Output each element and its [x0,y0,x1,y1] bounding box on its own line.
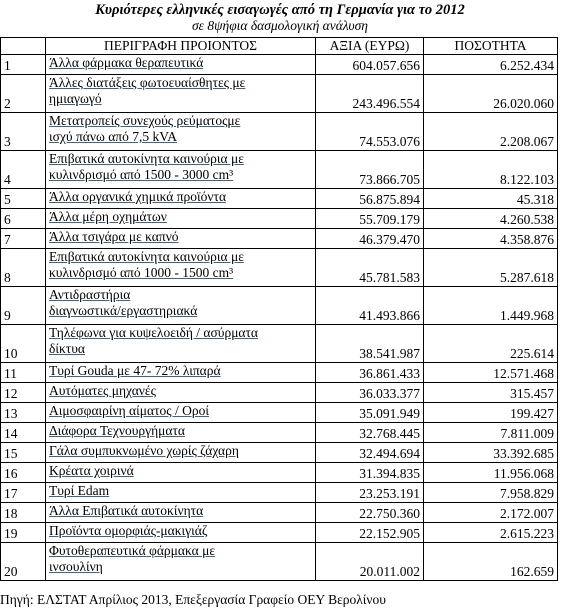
row-quantity: 2.615.223 [424,523,558,543]
table-title: Κυριότερες ελληνικές εισαγωγές από τη Γερμανία για το 2012 [95,2,465,18]
table-row [1,543,558,581]
description-line: ημιαγωγό [49,91,102,106]
table-row [1,189,558,209]
description-line: Προϊόντα ομορφιάς-μακιγιάζ [49,523,208,538]
description-line: Άλλες διατάξεις φωτοευαίσθητες με [49,75,246,90]
row-quantity: 1.449.968 [424,287,558,325]
description-line: Τυρί Edam [49,483,110,498]
description-line: Άλλα οργανικά χημικά προϊόντα [49,189,227,204]
row-value: 36.861.433 [316,363,424,383]
row-value: 23.253.191 [316,483,424,503]
table-row [1,209,558,229]
row-index: 10 [1,325,46,363]
row-index: 3 [1,113,46,151]
row-quantity: 162.659 [424,543,558,581]
row-quantity: 26.020.060 [424,75,558,113]
table-row [1,287,558,325]
row-value: 32.768.445 [316,423,424,443]
row-description [46,55,316,75]
row-value: 56.875.894 [316,189,424,209]
description-line: δίκτυα [49,341,85,356]
row-quantity: 33.392.685 [424,443,558,463]
row-description [46,209,316,229]
description-line: Άλλα Επιβατικά αυτοκίνητα [49,503,204,518]
row-quantity: 7.958.829 [424,483,558,503]
description-line: Τηλέφωνα για κυψελοειδή / ασύρματα [49,325,258,340]
row-description [46,287,316,325]
description-line: Άλλα φάρμακα θεραπευτικά [49,55,204,70]
row-value: 46.379.470 [316,229,424,249]
table-row [1,325,558,363]
row-index: 16 [1,463,46,483]
row-description [46,403,316,423]
row-value: 45.781.583 [316,249,424,287]
table-header-row [1,38,558,55]
row-description [46,189,316,209]
row-index: 8 [1,249,46,287]
row-value: 22.750.360 [316,503,424,523]
table-row [1,523,558,543]
row-description [46,543,316,581]
description-line: Άλλα μέρη οχημάτων [49,209,167,224]
row-value: 20.011.002 [316,543,424,581]
description-line: Επιβατικά αυτοκίνητα καινούρια με [49,249,244,264]
table-row [1,151,558,189]
row-quantity: 6.252.434 [424,55,558,75]
row-value: 74.553.076 [316,113,424,151]
header-description: ΠΕΡΙΓΡΑΦΗ ΠΡΟΙΟΝΤΟΣ [46,38,316,55]
description-line: Φυτοθεραπευτικά φάρμακα με [49,543,215,558]
table-row [1,75,558,113]
description-line: Άλλα τσιγάρα με καπνό [49,229,179,244]
row-value: 55.709.179 [316,209,424,229]
row-value: 35.091.949 [316,403,424,423]
table-row [1,229,558,249]
row-index: 18 [1,503,46,523]
description-line: κυλινδρισμό από 1500 - 3000 cm³ [49,167,234,182]
row-quantity: 4.260.538 [424,209,558,229]
row-description [46,463,316,483]
row-value: 73.866.705 [316,151,424,189]
row-value: 36.033.377 [316,383,424,403]
description-line: Τυρί Gouda με 47- 72% λιπαρά [49,363,221,378]
table-row [1,483,558,503]
table-row [1,463,558,483]
description-line: ινσουλίνη [49,559,103,574]
row-quantity: 315.457 [424,383,558,403]
row-index: 4 [1,151,46,189]
row-value: 22.152.905 [316,523,424,543]
table-row [1,423,558,443]
row-quantity: 45.318 [424,189,558,209]
table-row [1,363,558,383]
row-description [46,383,316,403]
row-index: 13 [1,403,46,423]
row-index: 5 [1,189,46,209]
row-description [46,363,316,383]
description-line: Διάφορα Τεχνουργήματα [49,423,185,438]
row-index: 15 [1,443,46,463]
row-value: 31.394.835 [316,463,424,483]
header-quantity: ΠΟΣΟΤΗΤΑ [424,38,558,55]
row-quantity: 5.287.618 [424,249,558,287]
row-description [46,75,316,113]
row-index: 1 [1,55,46,75]
row-description [46,325,316,363]
table-row [1,113,558,151]
row-description [46,113,316,151]
table-row [1,403,558,423]
description-line: ισχύ πάνω από 7,5 kVA [49,129,177,144]
row-quantity: 199.427 [424,403,558,423]
row-index: 9 [1,287,46,325]
row-index: 12 [1,383,46,403]
description-line: Κρέατα χοιρινά [49,463,134,478]
header-value: ΑΞΙΑ (ΕΥΡΩ) [316,38,424,55]
row-value: 38.541.987 [316,325,424,363]
row-value: 41.493.866 [316,287,424,325]
row-description [46,423,316,443]
row-index: 2 [1,75,46,113]
imports-table [0,37,558,581]
row-quantity: 2.208.067 [424,113,558,151]
row-quantity: 2.172.007 [424,503,558,523]
row-quantity: 8.122.103 [424,151,558,189]
row-quantity: 11.956.068 [424,463,558,483]
row-description [46,151,316,189]
description-line: διαγνωστικά/εργαστηριακά [49,303,198,318]
description-line: Μετατροπείς συνεχούς ρεύματοςμε [49,113,241,128]
row-description [46,249,316,287]
row-value: 32.494.694 [316,443,424,463]
row-description [46,229,316,249]
row-description [46,483,316,503]
description-line: Αιμοσφαιρίνη αίματος / Οροί [49,403,209,418]
row-quantity: 4.358.876 [424,229,558,249]
description-line: κυλινδρισμό από 1000 - 1500 cm³ [49,265,234,280]
row-quantity: 225.614 [424,325,558,363]
source-footnote: Πηγή: ΕΛΣΤΑΤ Απρίλιος 2013, Επεξεργασία Γραφείο ΟΕΥ Βερολίνου [0,592,386,607]
row-description [46,503,316,523]
row-index: 14 [1,423,46,443]
row-index: 7 [1,229,46,249]
table-row [1,55,558,75]
table-row [1,443,558,463]
row-index: 6 [1,209,46,229]
row-description [46,523,316,543]
description-line: Επιβατικά αυτοκίνητα καινούρια με [49,151,244,166]
row-description [46,443,316,463]
row-value: 604.057.656 [316,55,424,75]
description-line: Αντιδραστήρια [49,287,131,302]
table-row [1,249,558,287]
header-index [1,38,46,55]
row-index: 19 [1,523,46,543]
row-index: 17 [1,483,46,503]
row-quantity: 7.811.009 [424,423,558,443]
description-line: Αυτόματες μηχανές [49,383,156,398]
row-index: 11 [1,363,46,383]
row-value: 243.496.554 [316,75,424,113]
row-index: 20 [1,543,46,581]
table-subtitle: σε 8ψήφια δασμολογική ανάλυση [192,18,368,33]
row-quantity: 12.571.468 [424,363,558,383]
table-body [1,55,558,581]
table-row [1,383,558,403]
description-line: Γάλα συμπυκνωμένο χωρίς ζάχαρη [49,443,239,458]
table-row [1,503,558,523]
